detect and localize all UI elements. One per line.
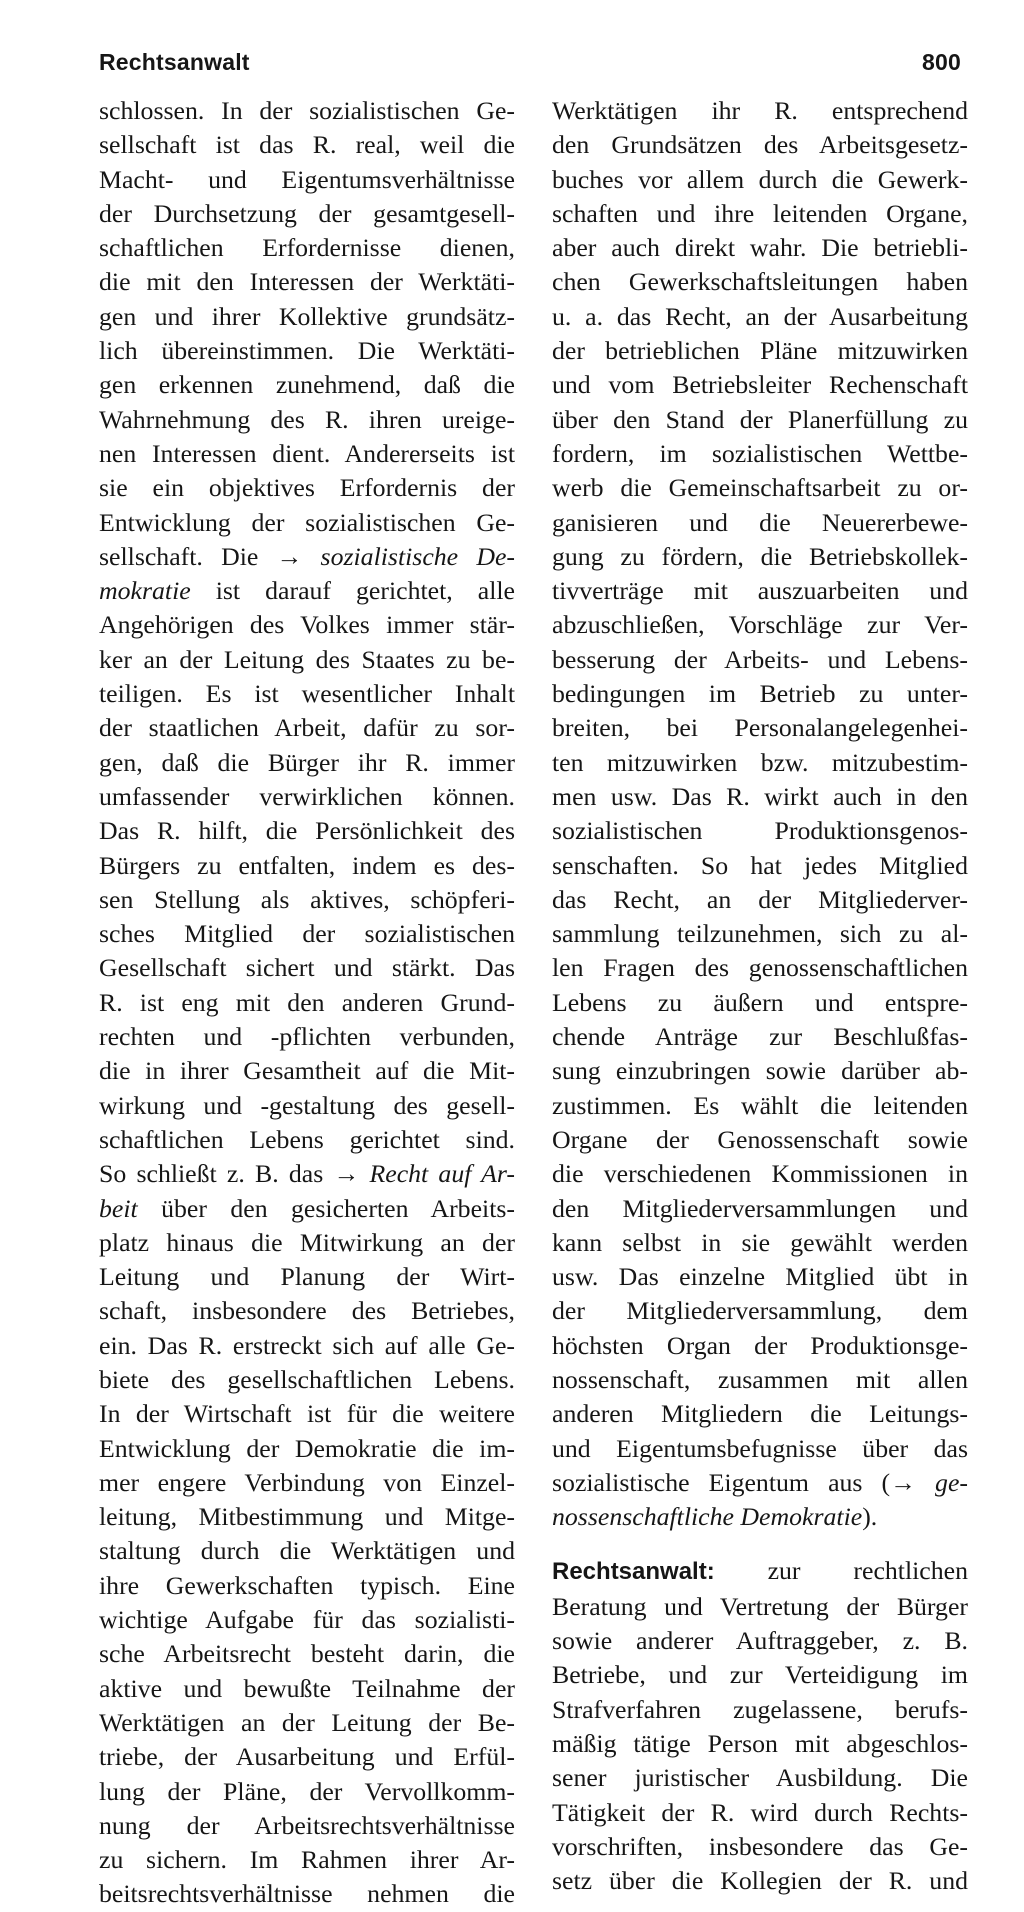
running-headword: Rechtsanwalt <box>99 48 250 75</box>
text-line: gen erkennen zunehmend, daß die <box>99 370 515 400</box>
text-line: rechten und -pflichten verbunden, <box>99 1022 515 1052</box>
text-line <box>99 1157 515 1191</box>
text-line: die verschiedenen Kommissionen in <box>552 1159 968 1189</box>
text-line <box>99 540 515 574</box>
text-line: nossenschaft, zusammen mit allen <box>552 1364 968 1394</box>
text-line: aktive und bewußte Teilnahme der <box>99 1673 515 1703</box>
page-header <box>99 42 961 82</box>
text-line <box>552 1554 968 1589</box>
text-line: mer engere Verbindung von Einzel- <box>99 1467 515 1497</box>
cross-reference-link[interactable]: → sozialistische De- <box>276 541 515 571</box>
text-line: sener juristischer Ausbildung. Die <box>552 1763 968 1793</box>
text-fragment: zur rechtlichen <box>714 1556 968 1586</box>
text-line: Betriebe, und zur Verteidigung im <box>552 1660 968 1690</box>
text-line: Tätigkeit der R. wird durch Rechts- <box>552 1797 968 1827</box>
text-line: aber auch direkt wahr. Die betriebli- <box>552 233 968 263</box>
text-line: buches vor allem durch die Gewerk- <box>552 164 968 194</box>
text-line: abzuschließen, Vorschläge zur Ver- <box>552 610 968 640</box>
text-line: sellschaft ist das R. real, weil die <box>99 130 515 160</box>
text-line: Macht- und Eigentumsverhältnisse <box>99 164 515 194</box>
text-line: sozialistischen Produktionsgenos- <box>552 816 968 846</box>
text-line: sie ein objektives Erfordernis der <box>99 473 515 503</box>
text-line: der staatlichen Arbeit, dafür zu sor- <box>99 713 515 743</box>
text-line: fordern, im sozialistischen Wettbe- <box>552 438 968 468</box>
text-line: Entwicklung der sozialistischen Ge- <box>99 507 515 537</box>
text-line: nung der Arbeitsrechtsverhältnisse <box>99 1810 515 1840</box>
text-line: werb die Gemeinschaftsarbeit zu or- <box>552 473 968 503</box>
text-line: sches Mitglied der sozialistischen <box>99 919 515 949</box>
text-line: lich übereinstimmen. Die Werktäti- <box>99 336 515 366</box>
text-line: staltung durch die Werktätigen und <box>99 1536 515 1566</box>
cross-reference-link[interactable]: → Recht auf Ar- <box>333 1159 516 1189</box>
cross-reference-link[interactable]: mokratie <box>99 576 191 606</box>
text-line: die in ihrer Gesamtheit auf die Mit- <box>99 1056 515 1086</box>
cross-reference-link[interactable]: beit <box>99 1193 138 1223</box>
text-line: und Eigentumsbefugnisse über das <box>552 1433 968 1463</box>
text-line: ten mitzuwirken bzw. mitzubestim- <box>552 747 968 777</box>
text-line: R. ist eng mit den anderen Grund- <box>99 987 515 1017</box>
text-line: Werktätigen ihr R. entsprechend <box>552 96 968 125</box>
text-line: schaftlichen Lebens gerichtet sind. <box>99 1124 515 1154</box>
text-line: chende Anträge zur Beschlußfas- <box>552 1022 968 1052</box>
text-line: kann selbst in sie gewählt werden <box>552 1227 968 1257</box>
text-line: platz hinaus die Mitwirkung an der <box>99 1227 515 1257</box>
text-line: der Mitgliederversammlung, dem <box>552 1296 968 1326</box>
text-line: ein. Das R. erstreckt sich auf alle Ge- <box>99 1330 515 1360</box>
text-line: Organe der Genossenschaft sowie <box>552 1124 968 1154</box>
text-line: lung der Pläne, der Vervollkomm- <box>99 1776 515 1806</box>
right-column <box>552 94 968 1898</box>
text-line: vorschriften, insbesondere das Ge- <box>552 1831 968 1861</box>
text-line: Entwicklung der Demokratie die im- <box>99 1433 515 1463</box>
text-fragment: ist darauf gerichtet, alle <box>190 576 515 606</box>
text-line: der betrieblichen Pläne mitzuwirken <box>552 336 968 366</box>
text-line <box>552 1500 968 1534</box>
text-fragment: ). <box>862 1502 878 1532</box>
text-line: tivverträge mit auszuarbeiten und <box>552 576 968 606</box>
text-line: höchsten Organ der Produktionsge- <box>552 1330 968 1360</box>
left-column <box>99 94 515 1912</box>
text-line: zustimmen. Es wählt die leitenden <box>552 1090 968 1120</box>
text-line: wirkung und -gestaltung des gesell- <box>99 1090 515 1120</box>
text-line: das Recht, an der Mitgliederver- <box>552 884 968 914</box>
text-line: setz über die Kollegien der R. und <box>552 1866 968 1896</box>
text-line: men usw. Das R. wirkt auch in den <box>552 781 968 811</box>
page-number: 800 <box>922 48 961 75</box>
text-line: ihre Gewerkschaften typisch. Eine <box>99 1570 515 1600</box>
text-line: gen und ihrer Kollektive grundsätz- <box>99 301 515 331</box>
text-line: len Fragen des genossenschaftlichen <box>552 953 968 983</box>
text-line: zu sichern. Im Rahmen ihrer Ar- <box>99 1845 515 1875</box>
text-line: usw. Das einzelne Mitglied übt in <box>552 1262 968 1292</box>
text-line: schaften und ihre leitenden Organe, <box>552 198 968 228</box>
text-line <box>99 1192 515 1226</box>
text-line: schaftlichen Erfordernisse dienen, <box>99 233 515 263</box>
text-line: Gesellschaft sichert und stärkt. Das <box>99 953 515 983</box>
text-line: chen Gewerkschaftsleitungen haben <box>552 267 968 297</box>
text-line: umfassender verwirklichen können. <box>99 781 515 811</box>
text-line: und vom Betriebsleiter Rechenschaft <box>552 370 968 400</box>
text-line: sowie anderer Auftraggeber, z. B. <box>552 1626 968 1656</box>
text-line <box>99 574 515 608</box>
text-line: gen, daß die Bürger ihr R. immer <box>99 747 515 777</box>
cross-reference-link[interactable]: nossenschaftliche Demokratie <box>552 1502 863 1532</box>
text-line <box>552 1466 968 1500</box>
text-line: sung einzubringen sowie darüber ab- <box>552 1056 968 1086</box>
text-line: Lebens zu äußern und entspre- <box>552 987 968 1017</box>
text-line: teiligen. Es ist wesentlicher Inhalt <box>99 679 515 709</box>
text-line: Angehörigen des Volkes immer stär- <box>99 610 515 640</box>
text-line: Leitung und Planung der Wirt- <box>99 1262 515 1292</box>
text-line: nen Interessen dient. Andererseits ist <box>99 438 515 468</box>
text-fragment: sozialistische Eigentum aus ( <box>552 1467 891 1497</box>
text-line: Werktätigen an der Leitung der Be- <box>99 1707 515 1737</box>
dictionary-entry <box>552 1554 968 1898</box>
text-line: Wahrnehmung des R. ihren ureige- <box>99 404 515 434</box>
text-line: bedingungen im Betrieb zu unter- <box>552 679 968 709</box>
text-line: ganisieren und die Neuererbewe- <box>552 507 968 537</box>
text-line: gung zu fördern, die Betriebskollek- <box>552 541 968 571</box>
text-line: leitung, Mitbestimmung und Mitge- <box>99 1502 515 1532</box>
text-line: der Durchsetzung der gesamtgesell- <box>99 198 515 228</box>
text-line: senschaften. So hat jedes Mitglied <box>552 850 968 880</box>
text-line: biete des gesellschaftlichen Lebens. <box>99 1364 515 1394</box>
text-line: u. a. das Recht, an der Ausarbeitung <box>552 301 968 331</box>
text-line: sen Stellung als aktives, schöpferi- <box>99 884 515 914</box>
text-line: sammlung teilzunehmen, sich zu al- <box>552 919 968 949</box>
text-line: beitsrechtsverhältnisse nehmen die <box>99 1879 515 1909</box>
text-line: besserung der Arbeits- und Lebens- <box>552 644 968 674</box>
cross-reference-link[interactable]: → ge- <box>890 1467 968 1497</box>
text-line: anderen Mitgliedern die Leitungs- <box>552 1399 968 1429</box>
text-line: Beratung und Vertretung der Bürger <box>552 1591 968 1621</box>
text-line: In der Wirtschaft ist für die weitere <box>99 1399 515 1429</box>
text-line: Bürgers zu entfalten, indem es des- <box>99 850 515 880</box>
entry-term: Rechtsanwalt: <box>552 1558 715 1586</box>
text-line: breiten, bei Personalangelegenhei- <box>552 713 968 743</box>
text-line: ker an der Leitung des Staates zu be- <box>99 644 515 674</box>
text-line: den Grundsätzen des Arbeitsgesetz- <box>552 130 968 160</box>
text-fragment: sellschaft. Die <box>99 541 277 571</box>
text-fragment: über den gesicherten Arbeits- <box>137 1193 515 1223</box>
text-line: den Mitgliederversammlungen und <box>552 1193 968 1223</box>
text-line: schaft, insbesondere des Betriebes, <box>99 1296 515 1326</box>
text-line: schlossen. In der sozialistischen Ge- <box>99 96 515 125</box>
text-line: Das R. hilft, die Persönlichkeit des <box>99 816 515 846</box>
text-line: die mit den Interessen der Werktäti- <box>99 267 515 297</box>
text-line: wichtige Aufgabe für das sozialisti- <box>99 1605 515 1635</box>
text-line: über den Stand der Planerfüllung zu <box>552 404 968 434</box>
text-line: Strafverfahren zugelassene, berufs- <box>552 1694 968 1724</box>
text-line: mäßig tätige Person mit abgeschlos- <box>552 1728 968 1758</box>
text-line: sche Arbeitsrecht besteht darin, die <box>99 1639 515 1669</box>
text-line: triebe, der Ausarbeitung und Erfül- <box>99 1742 515 1772</box>
text-fragment: So schließt z. B. das <box>99 1159 334 1189</box>
